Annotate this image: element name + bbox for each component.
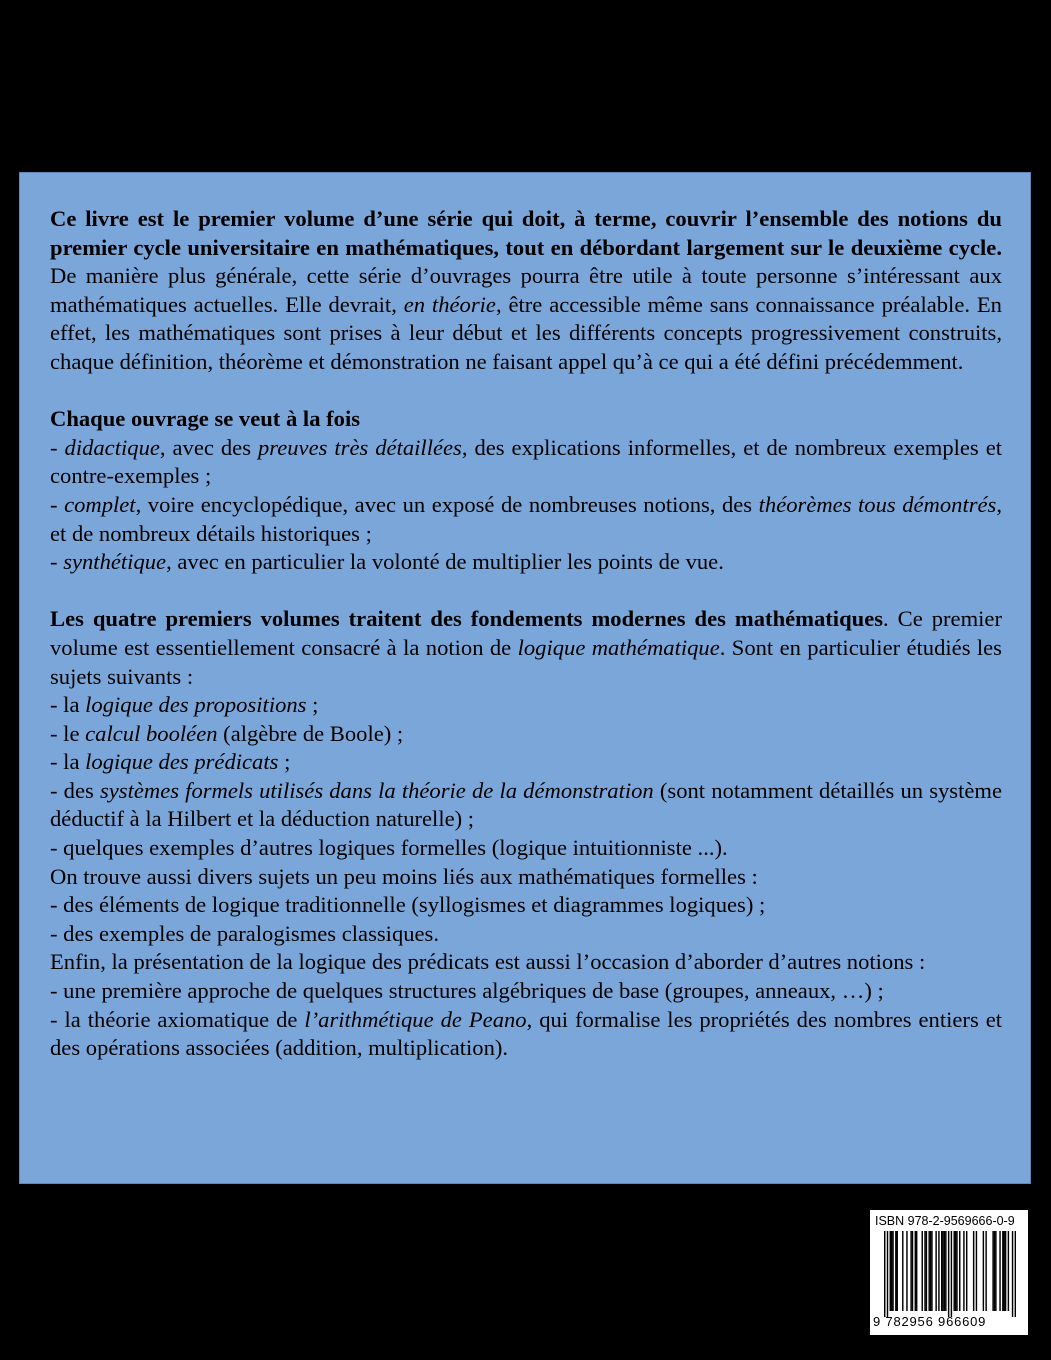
contents-bold: Les quatre premiers volumes traitent des fondements modernes des mathématiques (50, 606, 884, 632)
intro-paragraph (50, 205, 1002, 377)
barcode-bar (891, 1231, 892, 1311)
description-panel (19, 172, 1031, 1184)
barcode-bar (938, 1231, 939, 1311)
barcode-bar (999, 1231, 1000, 1311)
barcode-icon (884, 1231, 1016, 1317)
barcode-bar (890, 1231, 891, 1311)
quality-item-synthetique: - synthétique, avec en particulier la volonté de multiplier les points de vue. (50, 549, 724, 575)
barcode-bar (916, 1231, 917, 1311)
list-item: - une première approche de quelques structures algébriques de base (groupes, anneaux, …) ; (50, 978, 884, 1004)
barcode-bar (887, 1231, 888, 1317)
barcode-bar (1005, 1231, 1006, 1311)
barcode-bar (1002, 1231, 1003, 1311)
list-item: - quelques exemples d’autres logiques formelles (logique intuitionniste ...). (50, 835, 728, 861)
intro-italic: en théorie (403, 291, 496, 317)
barcode-bar (995, 1231, 996, 1311)
quality-item-complet: - complet, voire encyclopédique, avec un exposé de nombreuses notions, des théorèmes tous démontrés, et de nombreux détails historiques ; (50, 491, 1002, 546)
barcode-bar (992, 1231, 993, 1311)
barcode-bar (924, 1231, 925, 1311)
barcode-bar (956, 1231, 957, 1311)
barcode-bar (951, 1231, 952, 1317)
barcode-bar (910, 1231, 911, 1311)
list-item: - le calcul booléen (algèbre de Boole) ; (50, 720, 404, 746)
barcode-bar (926, 1231, 927, 1311)
barcode-bar (897, 1231, 898, 1311)
intro-text-2: , être accessible même sans connaissance préalable. En effet, les mathématiques sont prises à leur début et les différents concepts progressivement construits, chaque définition, théorème et démonstration ne faisant appel qu’à ce qui a été défini précédemment. (50, 291, 1002, 374)
barcode-bar (955, 1231, 956, 1311)
barcode-bar (944, 1231, 945, 1311)
intro-bold: Ce livre est le premier volume d’une série qui doit, à terme, couvrir l’ensemble des notions du premier cycle universitaire en mathématiques, tout en débordant largement sur le deuxième cycle. (50, 206, 1002, 260)
qualities-paragraph (50, 405, 1002, 577)
barcode-bar (973, 1231, 974, 1311)
barcode-bar (902, 1231, 903, 1311)
barcode-bar (942, 1231, 943, 1311)
quality-item-didactique: - didactique, avec des preuves très détaillées, des explications informelles, et de nombreux exemples et contre-exemples ; (50, 434, 1002, 489)
list-item: - des systèmes formels utilisés dans la théorie de la démonstration (sont notamment détaillés un système déductif à la Hilbert et la déduction naturelle) ; (50, 777, 1002, 832)
barcode-bar (906, 1231, 907, 1311)
barcode-bar (922, 1231, 923, 1311)
barcode-bar (945, 1231, 946, 1311)
intro-text-1: De manière plus générale, cette série d’ouvrages pourra être utile à toute personne s’intéressant aux mathématiques actuelles. Elle devrait, (50, 263, 1002, 317)
barcode-bar (930, 1231, 931, 1311)
barcode-bar (935, 1231, 936, 1311)
barcode-bar (963, 1231, 964, 1311)
also-line: On trouve aussi divers sujets un peu moins liés aux mathématiques formelles : (50, 863, 758, 889)
barcode-bar (953, 1231, 954, 1311)
barcode-bar (966, 1231, 967, 1311)
barcode-bar (941, 1231, 942, 1311)
barcode-bar (931, 1231, 932, 1311)
contents-paragraph: Les quatre premiers volumes traitent des fondements modernes des mathématiques. Ce premier volume est essentiellement consacré à la notion de logique mathématique. Sont en particulier étudiés les sujets suivants : (50, 606, 1002, 689)
list-item: - des exemples de paralogismes classiques. (50, 920, 440, 946)
barcode-bar (915, 1231, 916, 1311)
list-item: - la logique des prédicats ; (50, 749, 291, 775)
topics-list (50, 691, 1002, 1063)
isbn-digits: 9 782956 966609 (873, 1314, 987, 1329)
description-text (50, 205, 1002, 1063)
barcode-bar (985, 1231, 986, 1311)
barcode-bar (1008, 1231, 1009, 1311)
list-item: - des éléments de logique traditionnelle (syllogismes et diagrammes logiques) ; (50, 892, 766, 918)
list-item: - la logique des propositions ; (50, 692, 319, 718)
barcode-bar (976, 1231, 977, 1311)
barcode-bar (912, 1231, 913, 1311)
barcode-bar (994, 1231, 995, 1311)
isbn-label: ISBN 978-2-9569666-0-9 (875, 1214, 1015, 1228)
barcode-bar (884, 1231, 885, 1317)
finally-line: Enfin, la présentation de la logique des prédicats est aussi l’occasion d’aborder d’autres notions : (50, 949, 926, 975)
barcode-bar (928, 1231, 929, 1311)
barcode-bar (1003, 1231, 1004, 1311)
barcode-bar (892, 1231, 893, 1311)
barcode-bar (948, 1231, 949, 1317)
isbn-barcode-box (870, 1210, 1028, 1335)
barcode-bar (959, 1231, 960, 1311)
qualities-heading: Chaque ouvrage se veut à la fois (50, 406, 361, 432)
list-item: - la théorie axiomatique de l’arithmétique de Peano, qui formalise les propriétés des nombres entiers et des opérations associées (addition, multiplication). (50, 1006, 1002, 1061)
barcode-bar (983, 1231, 984, 1311)
barcode-bar (895, 1231, 896, 1311)
barcode-bar (1015, 1231, 1016, 1317)
barcode-bar (1012, 1231, 1013, 1317)
